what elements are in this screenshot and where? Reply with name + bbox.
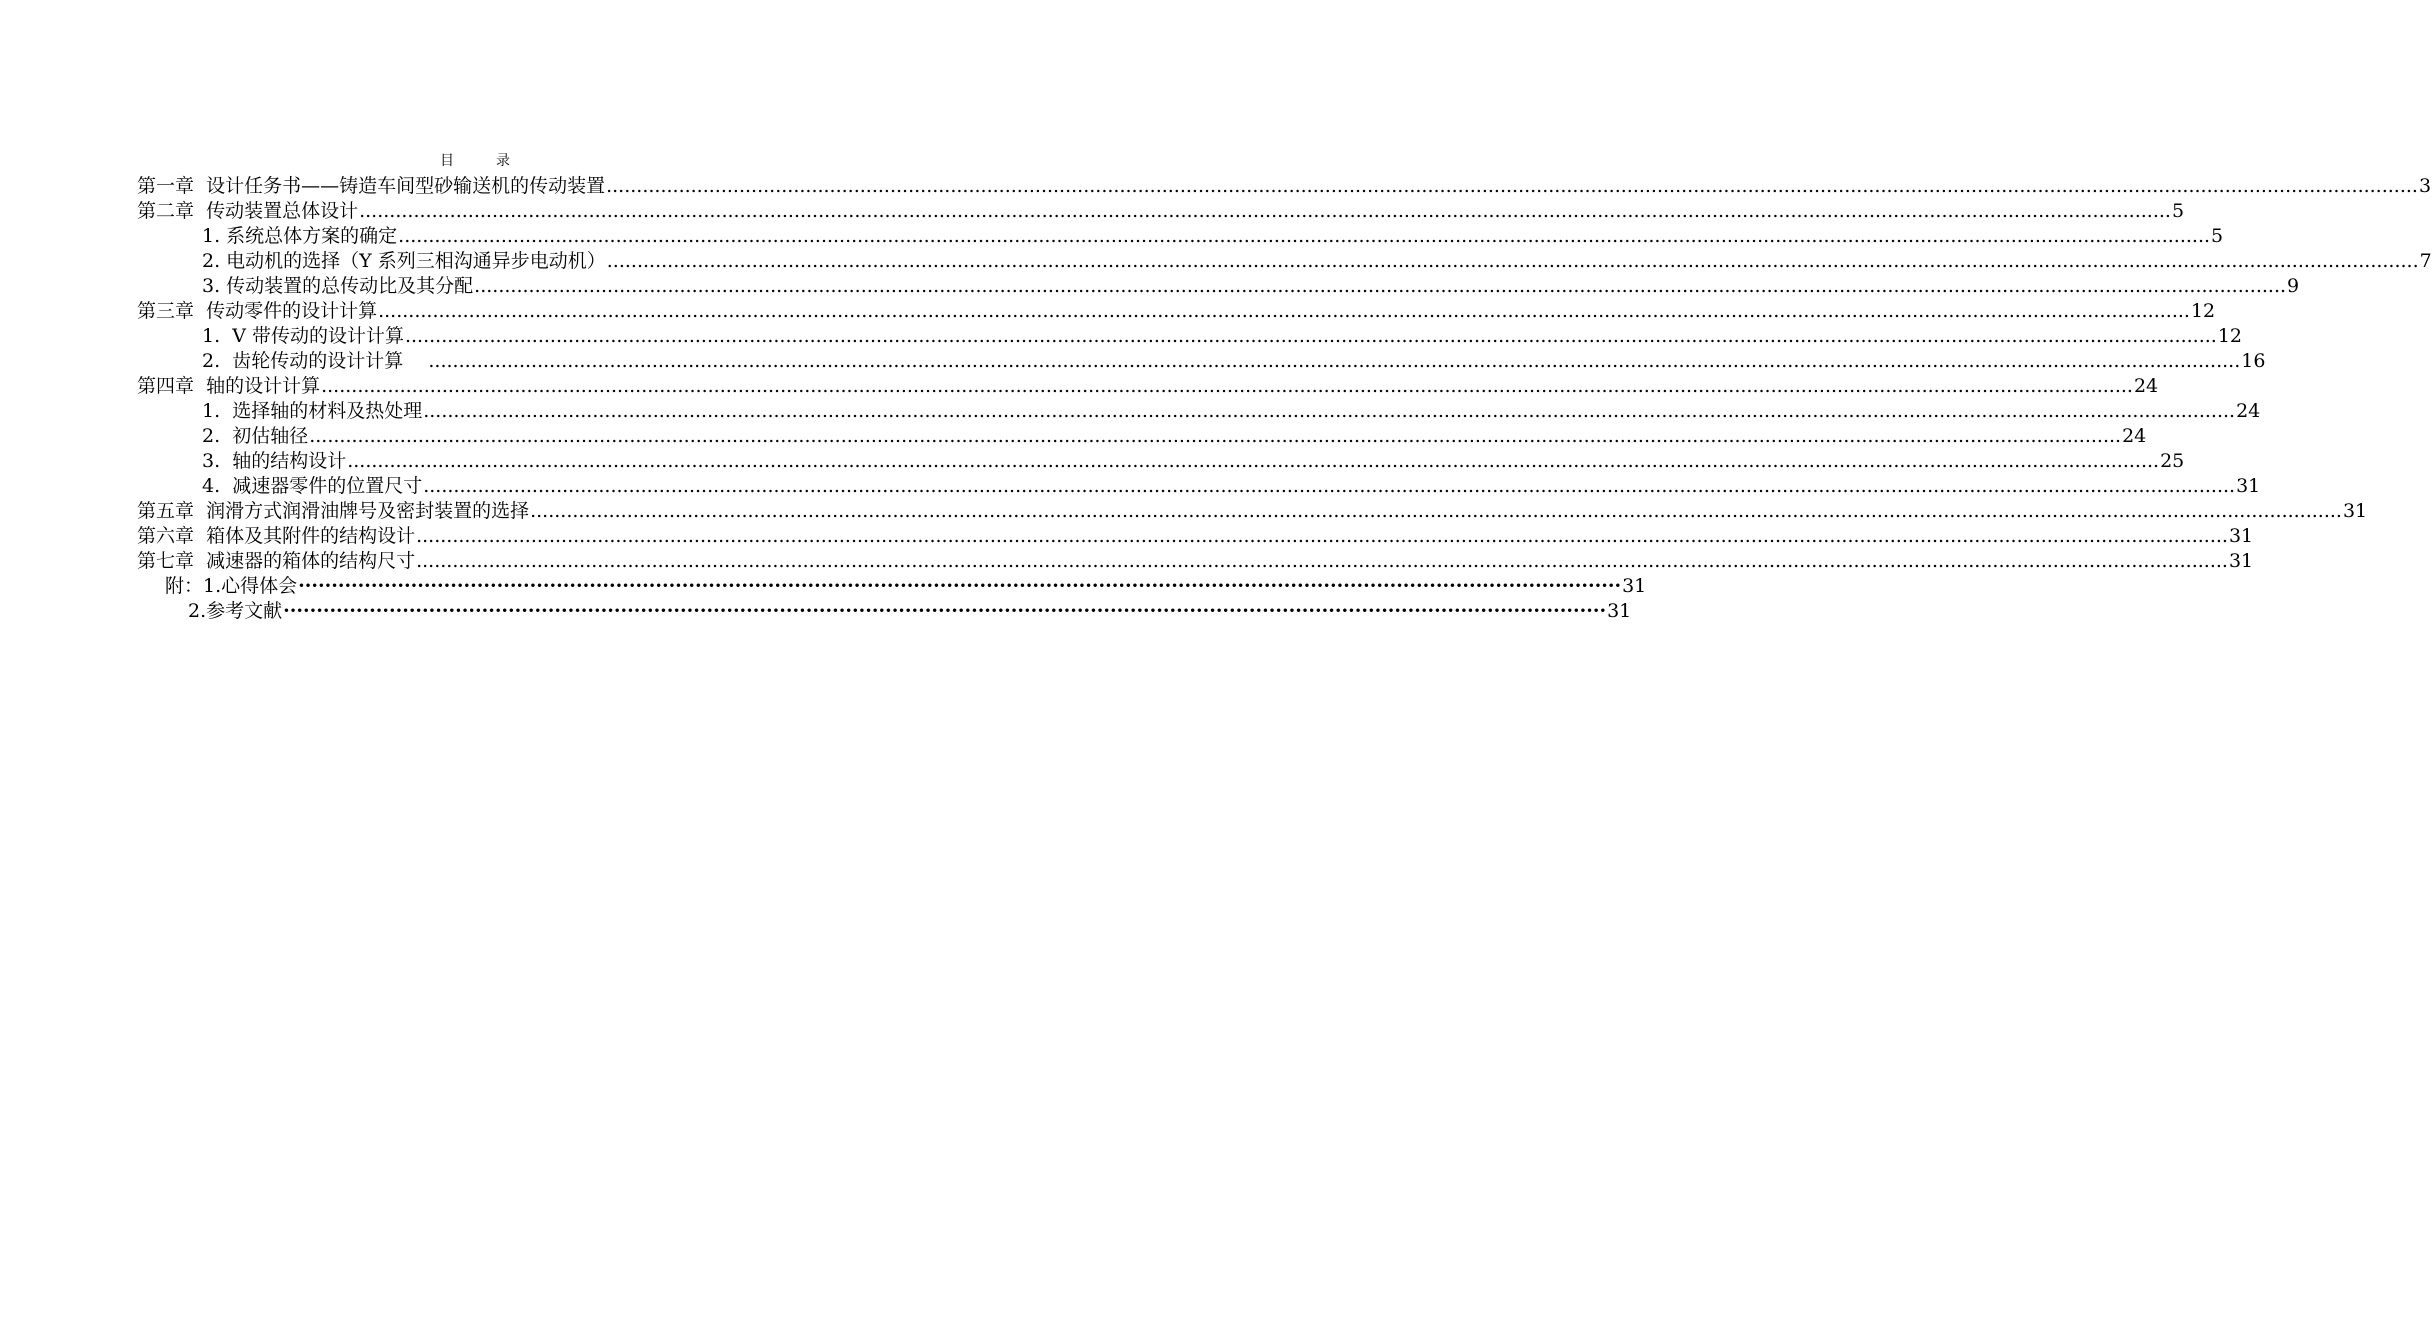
toc-entry-label: 3. 传动装置的总传动比及其分配 [202, 275, 474, 297]
dot-leader: ............................................................................................................................................................................................................................................................................................................ [359, 200, 2171, 222]
toc-page-number: 7 [2419, 250, 2432, 272]
toc-page-number: 12 [2217, 325, 2243, 347]
toc-entry[interactable] [202, 447, 2185, 472]
toc-page-number: 3 [2418, 175, 2432, 197]
toc-entry-label: 第四章 轴的设计计算 [137, 375, 321, 397]
toc-entry[interactable] [137, 172, 2432, 197]
toc-entry[interactable] [137, 372, 2159, 397]
dot-leader: ............................................................................................................................................................................................................................................................................................................ [606, 250, 2419, 272]
dot-leader: ............................................................................................................................................................................................................................................................................................................ [606, 175, 2418, 197]
toc-page-number: 31 [1622, 575, 1647, 597]
toc-entry[interactable] [202, 397, 2261, 422]
toc-entry[interactable] [202, 472, 2261, 497]
dot-leader: ········································································································································································································ [298, 575, 1622, 597]
dot-leader: ............................................................................................................................................................................................................................................................................................................ [309, 425, 2122, 447]
toc-page-number: 31 [2342, 500, 2368, 522]
toc-entry[interactable] [202, 222, 2224, 247]
toc-entry-label: 3. 轴的结构设计 [202, 450, 347, 472]
toc-page-number: 24 [2236, 400, 2261, 422]
toc-entry-label: 4. 减速器零件的位置尺寸 [202, 475, 423, 497]
toc-page-number: 24 [2122, 425, 2147, 447]
dot-leader: ............................................................................................................................................................................................................................................................................................................ [474, 275, 2287, 297]
dot-leader: ............................................................................................................................................................................................................................................................................................................ [530, 500, 2342, 522]
dot-leader: ............................................................................................................................................................................................................................................................................................................ [404, 325, 2217, 347]
dot-leader: ............................................................................................................................................................................................................................................................................................................ [321, 375, 2133, 397]
toc-entry[interactable] [137, 547, 2254, 572]
toc-entry-label: 2. 齿轮传动的设计计算 [202, 350, 428, 372]
toc-page-number: 31 [2228, 525, 2254, 547]
dot-leader: ............................................................................................................................................................................................................................................................................................................ [378, 300, 2190, 322]
dot-leader: ............................................................................................................................................................................................................................................................................................................ [423, 475, 2236, 497]
toc-page-number: 16 [2241, 350, 2266, 372]
toc-page-number: 31 [1607, 600, 1632, 622]
toc-entry[interactable] [137, 497, 2368, 522]
toc-entry[interactable] [202, 347, 2266, 372]
toc-entry-label: 1. V 带传动的设计计算 [202, 325, 404, 347]
toc-entry[interactable] [165, 572, 1647, 597]
toc-entry-label: 2. 初估轴径 [202, 425, 309, 447]
toc-entry-label: 第三章 传动零件的设计计算 [137, 300, 378, 322]
toc-entry[interactable] [202, 272, 2300, 297]
toc-entry-label: 2. 电动机的选择（Y 系列三相沟通异步电动机） [202, 250, 606, 272]
toc-entry[interactable] [202, 322, 2243, 347]
dot-leader: ............................................................................................................................................................................................................................................................................................................ [428, 350, 2241, 372]
toc-title: 目 录 [440, 153, 524, 169]
toc-entry[interactable] [137, 522, 2254, 547]
dot-leader: ............................................................................................................................................................................................................................................................................................................ [347, 450, 2160, 472]
toc-entry-label: 第二章 传动装置总体设计 [137, 200, 359, 222]
toc-page-number: 5 [2211, 225, 2224, 247]
toc-page-number: 25 [2160, 450, 2185, 472]
toc-entry[interactable] [188, 597, 1632, 622]
toc-page-number: 24 [2133, 375, 2159, 397]
toc-entry[interactable] [202, 247, 2432, 272]
toc-entry-label: 第七章 减速器的箱体的结构尺寸 [137, 550, 416, 572]
dot-leader: ............................................................................................................................................................................................................................................................................................................ [423, 400, 2236, 422]
toc-page-number: 31 [2228, 550, 2254, 572]
toc-entry[interactable] [137, 297, 2216, 322]
dot-leader: ········································································································································································································ [283, 600, 1607, 622]
toc-entry[interactable] [202, 422, 2147, 447]
toc-page-number: 9 [2287, 275, 2300, 297]
toc-page-number: 12 [2190, 300, 2216, 322]
toc-entry-label: 第五章 润滑方式润滑油牌号及密封装置的选择 [137, 500, 530, 522]
dot-leader: ............................................................................................................................................................................................................................................................................................................ [398, 225, 2211, 247]
toc-entry-label: 2.参考文献 [188, 600, 283, 622]
toc-entry-label: 第六章 箱体及其附件的结构设计 [137, 525, 416, 547]
toc-entry-label: 1. 选择轴的材料及热处理 [202, 400, 423, 422]
toc-page-number: 31 [2236, 475, 2261, 497]
toc-entry[interactable] [137, 197, 2185, 222]
toc-entry-label: 1. 系统总体方案的确定 [202, 225, 398, 247]
toc-entry-label: 附：1.心得体会 [165, 575, 298, 597]
toc-entry-label: 第一章 设计任务书——铸造车间型砂输送机的传动装置 [137, 175, 606, 197]
dot-leader: ............................................................................................................................................................................................................................................................................................................ [416, 550, 2228, 572]
dot-leader: ............................................................................................................................................................................................................................................................................................................ [416, 525, 2228, 547]
toc-page-number: 5 [2171, 200, 2185, 222]
